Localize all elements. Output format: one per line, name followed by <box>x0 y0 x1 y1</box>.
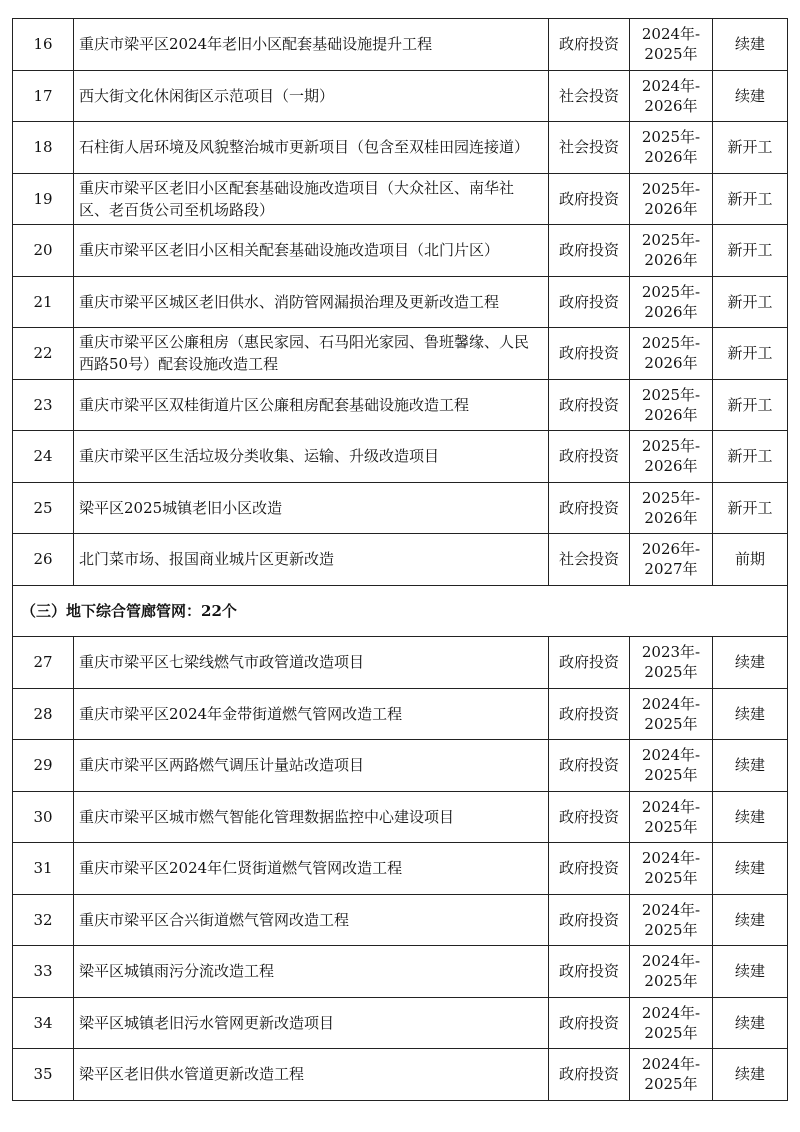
construction-period <box>630 482 713 534</box>
row-number: 31 <box>13 843 74 895</box>
project-name: 重庆市梁平区七梁线燃气市政管道改造项目 <box>74 637 549 689</box>
construction-period <box>630 791 713 843</box>
row-number: 23 <box>13 379 74 431</box>
period-end: 2026年 <box>644 302 698 321</box>
row-number: 28 <box>13 688 74 740</box>
table-row <box>13 688 788 740</box>
investment-type: 政府投资 <box>549 431 630 483</box>
period-start: 2024年- <box>641 797 701 816</box>
project-status: 新开工 <box>713 276 788 328</box>
investment-type: 政府投资 <box>549 894 630 946</box>
project-status: 新开工 <box>713 431 788 483</box>
row-number: 22 <box>13 328 74 380</box>
construction-period <box>630 894 713 946</box>
investment-type: 社会投资 <box>549 122 630 174</box>
period-start: 2024年- <box>641 952 701 971</box>
construction-period <box>630 1049 713 1101</box>
table-body-section-2 <box>13 19 788 586</box>
period-start: 2026年- <box>641 540 701 559</box>
construction-period <box>630 225 713 277</box>
period-end: 2025年 <box>644 1075 698 1094</box>
investment-type: 政府投资 <box>549 791 630 843</box>
period-end: 2026年 <box>644 251 698 270</box>
period-end: 2025年 <box>644 45 698 64</box>
row-number: 20 <box>13 225 74 277</box>
investment-type: 政府投资 <box>549 843 630 895</box>
construction-period <box>630 173 713 225</box>
investment-type: 政府投资 <box>549 225 630 277</box>
investment-type: 政府投资 <box>549 19 630 71</box>
period-start: 2024年- <box>641 900 701 919</box>
table-row <box>13 1049 788 1101</box>
investment-type: 政府投资 <box>549 1049 630 1101</box>
period-start: 2025年- <box>641 231 701 250</box>
period-start: 2024年- <box>641 694 701 713</box>
period-end: 2026年 <box>644 457 698 476</box>
construction-period <box>630 740 713 792</box>
period-end: 2026年 <box>644 354 698 373</box>
project-status: 续建 <box>713 946 788 998</box>
project-name: 重庆市梁平区2024年老旧小区配套基础设施提升工程 <box>74 19 549 71</box>
table-row <box>13 19 788 71</box>
row-number: 32 <box>13 894 74 946</box>
period-start: 2024年- <box>641 1003 701 1022</box>
period-start: 2025年- <box>641 334 701 353</box>
investment-type: 社会投资 <box>549 70 630 122</box>
row-number: 29 <box>13 740 74 792</box>
period-end: 2025年 <box>644 817 698 836</box>
project-name: 重庆市梁平区合兴街道燃气管网改造工程 <box>74 894 549 946</box>
project-status: 新开工 <box>713 122 788 174</box>
table-body-section-3 <box>13 637 788 1101</box>
period-end: 2026年 <box>644 405 698 424</box>
period-start: 2025年- <box>641 488 701 507</box>
project-name: 重庆市梁平区老旧小区配套基础设施改造项目（大众社区、南华社区、老百货公司至机场路段） <box>74 173 549 225</box>
section-heading-row <box>13 585 788 637</box>
investment-type: 政府投资 <box>549 379 630 431</box>
project-name: 重庆市梁平区城区老旧供水、消防管网漏损治理及更新改造工程 <box>74 276 549 328</box>
investment-type: 政府投资 <box>549 946 630 998</box>
row-number: 30 <box>13 791 74 843</box>
period-end: 2025年 <box>644 1023 698 1042</box>
project-name: 梁平区城镇老旧污水管网更新改造项目 <box>74 997 549 1049</box>
investment-type: 政府投资 <box>549 482 630 534</box>
project-status: 新开工 <box>713 482 788 534</box>
row-number: 16 <box>13 19 74 71</box>
project-name: 重庆市梁平区生活垃圾分类收集、运输、升级改造项目 <box>74 431 549 483</box>
investment-type: 政府投资 <box>549 688 630 740</box>
period-start: 2025年- <box>641 282 701 301</box>
project-status: 新开工 <box>713 379 788 431</box>
project-name: 西大街文化休闲街区示范项目（一期） <box>74 70 549 122</box>
row-number: 21 <box>13 276 74 328</box>
row-number: 34 <box>13 997 74 1049</box>
row-number: 27 <box>13 637 74 689</box>
table-row <box>13 843 788 895</box>
row-number: 24 <box>13 431 74 483</box>
project-status: 新开工 <box>713 225 788 277</box>
construction-period <box>630 843 713 895</box>
investment-type: 政府投资 <box>549 637 630 689</box>
project-name: 重庆市梁平区双桂街道片区公廉租房配套基础设施改造工程 <box>74 379 549 431</box>
project-status: 新开工 <box>713 328 788 380</box>
table-row <box>13 740 788 792</box>
period-start: 2024年- <box>641 746 701 765</box>
project-status: 续建 <box>713 843 788 895</box>
table-row <box>13 225 788 277</box>
investment-type: 社会投资 <box>549 534 630 586</box>
table-row <box>13 894 788 946</box>
row-number: 33 <box>13 946 74 998</box>
row-number: 35 <box>13 1049 74 1101</box>
project-status: 续建 <box>713 740 788 792</box>
table-row <box>13 946 788 998</box>
project-status: 前期 <box>713 534 788 586</box>
period-start: 2025年- <box>641 179 701 198</box>
row-number: 18 <box>13 122 74 174</box>
period-end: 2026年 <box>644 148 698 167</box>
project-status: 新开工 <box>713 173 788 225</box>
table-row <box>13 534 788 586</box>
period-start: 2025年- <box>641 128 701 147</box>
row-number: 19 <box>13 173 74 225</box>
period-end: 2025年 <box>644 920 698 939</box>
period-end: 2026年 <box>644 508 698 527</box>
period-end: 2025年 <box>644 766 698 785</box>
period-end: 2025年 <box>644 869 698 888</box>
project-name: 重庆市梁平区两路燃气调压计量站改造项目 <box>74 740 549 792</box>
table-row <box>13 122 788 174</box>
construction-period <box>630 431 713 483</box>
period-end: 2025年 <box>644 714 698 733</box>
period-start: 2025年- <box>641 437 701 456</box>
project-name: 重庆市梁平区城市燃气智能化管理数据监控中心建设项目 <box>74 791 549 843</box>
period-end: 2025年 <box>644 663 698 682</box>
period-end: 2026年 <box>644 199 698 218</box>
investment-type: 政府投资 <box>549 740 630 792</box>
project-name: 北门菜市场、报国商业城片区更新改造 <box>74 534 549 586</box>
construction-period <box>630 946 713 998</box>
project-name: 梁平区2025城镇老旧小区改造 <box>74 482 549 534</box>
project-status: 续建 <box>713 997 788 1049</box>
table-row <box>13 997 788 1049</box>
investment-type: 政府投资 <box>549 997 630 1049</box>
project-status: 续建 <box>713 19 788 71</box>
investment-type: 政府投资 <box>549 173 630 225</box>
construction-period <box>630 637 713 689</box>
period-start: 2023年- <box>641 643 701 662</box>
table-row <box>13 328 788 380</box>
investment-type: 政府投资 <box>549 276 630 328</box>
project-status: 续建 <box>713 894 788 946</box>
project-name: 重庆市梁平区老旧小区相关配套基础设施改造项目（北门片区） <box>74 225 549 277</box>
construction-period <box>630 534 713 586</box>
project-status: 续建 <box>713 70 788 122</box>
project-status: 续建 <box>713 791 788 843</box>
period-end: 2025年 <box>644 972 698 991</box>
project-status: 续建 <box>713 637 788 689</box>
table-row <box>13 431 788 483</box>
investment-type: 政府投资 <box>549 328 630 380</box>
period-start: 2024年- <box>641 25 701 44</box>
project-name: 梁平区老旧供水管道更新改造工程 <box>74 1049 549 1101</box>
project-name: 重庆市梁平区公廉租房（惠民家园、石马阳光家园、鲁班馨缘、人民西路50号）配套设施改造工程 <box>74 328 549 380</box>
project-name: 石柱街人居环境及风貌整治城市更新项目（包含至双桂田园连接道） <box>74 122 549 174</box>
table-row <box>13 173 788 225</box>
row-number: 17 <box>13 70 74 122</box>
project-status: 续建 <box>713 1049 788 1101</box>
period-start: 2024年- <box>641 849 701 868</box>
construction-period <box>630 328 713 380</box>
project-name: 梁平区城镇雨污分流改造工程 <box>74 946 549 998</box>
construction-period <box>630 122 713 174</box>
construction-period <box>630 379 713 431</box>
period-end: 2026年 <box>644 96 698 115</box>
row-number: 25 <box>13 482 74 534</box>
project-table <box>12 18 788 1101</box>
project-name: 重庆市梁平区2024年金带街道燃气管网改造工程 <box>74 688 549 740</box>
table-body-section-3-heading <box>13 585 788 637</box>
table-row <box>13 379 788 431</box>
construction-period <box>630 997 713 1049</box>
project-status: 续建 <box>713 688 788 740</box>
table-row <box>13 276 788 328</box>
period-end: 2027年 <box>644 560 698 579</box>
construction-period <box>630 70 713 122</box>
construction-period <box>630 688 713 740</box>
section-heading: （三）地下综合管廊管网：22个 <box>13 585 788 637</box>
table-row <box>13 637 788 689</box>
table-row <box>13 70 788 122</box>
construction-period <box>630 276 713 328</box>
table-row <box>13 482 788 534</box>
project-name: 重庆市梁平区2024年仁贤街道燃气管网改造工程 <box>74 843 549 895</box>
period-start: 2024年- <box>641 1055 701 1074</box>
period-start: 2025年- <box>641 385 701 404</box>
period-start: 2024年- <box>641 76 701 95</box>
row-number: 26 <box>13 534 74 586</box>
construction-period <box>630 19 713 71</box>
table-row <box>13 791 788 843</box>
